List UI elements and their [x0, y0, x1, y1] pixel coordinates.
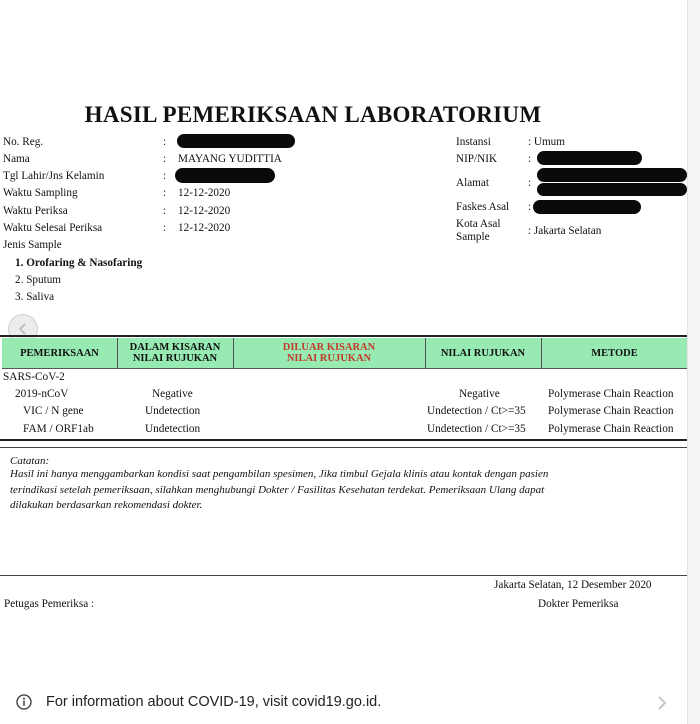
table-cell-metode: Polymerase Chain Reaction [548, 388, 674, 400]
redacted-faskes [533, 200, 641, 214]
scrollbar[interactable] [687, 0, 700, 724]
chevron-right-icon[interactable] [655, 695, 669, 711]
value-waktu-periksa: 12-12-2020 [178, 205, 231, 217]
colon: : [163, 170, 167, 182]
notes-label: Catatan: [10, 455, 50, 467]
label-kota-2: Sample [456, 231, 490, 243]
covid-info-text[interactable]: For information about COVID-19, visit covid19.go.id. [46, 694, 382, 710]
table-cell-dalam: Negative [152, 388, 193, 400]
dokter-pemeriksa: Dokter Pemeriksa [538, 598, 619, 610]
table-cell-metode: Polymerase Chain Reaction [548, 423, 674, 435]
label-waktu-periksa: Waktu Periksa [3, 205, 68, 217]
label-nip: NIP/NIK [456, 153, 498, 165]
label-kota-1: Kota Asal [456, 218, 501, 230]
label-jenis-sample: Jenis Sample [3, 239, 62, 251]
sample-item: 3. Saliva [15, 291, 55, 303]
header-nilai-rujukan: NILAI RUJUKAN [440, 347, 526, 359]
table-cell-nilai: Undetection / Ct>=35 [427, 423, 526, 435]
label-waktu-sampling: Waktu Sampling [3, 187, 78, 199]
redacted-alamat-2 [537, 183, 687, 196]
sample-item: 1. Orofaring & Nasofaring [15, 257, 143, 269]
petugas-pemeriksa: Petugas Pemeriksa : [4, 598, 95, 610]
colon: : [163, 222, 167, 234]
value-waktu-sampling: 12-12-2020 [178, 187, 231, 199]
label-tgl-lahir: Tgl Lahir/Jns Kelamin [3, 170, 105, 182]
table-cell-test: VIC / N gene [23, 405, 84, 417]
table-cell-nilai: Undetection / Ct>=35 [427, 405, 526, 417]
label-waktu-selesai: Waktu Selesai Periksa [3, 222, 103, 234]
place-date: Jakarta Selatan, 12 Desember 2020 [494, 579, 652, 591]
notes-line: dilakukan berdasarkan rekomendasi dokter. [10, 499, 203, 511]
label-alamat: Alamat [456, 177, 489, 189]
table-cell-metode: Polymerase Chain Reaction [548, 405, 674, 417]
colon: : [163, 187, 167, 199]
value-faskes: : [528, 201, 532, 213]
table-group-label: SARS-CoV-2 [3, 371, 65, 383]
table-top-border [0, 335, 688, 337]
colon: : [163, 205, 167, 217]
chevron-left-icon [18, 323, 28, 335]
table-cell-nilai: Negative [459, 388, 500, 400]
value-alamat: : [528, 177, 532, 189]
label-no-reg: No. Reg. [3, 136, 44, 148]
info-icon [16, 694, 32, 710]
sample-item: 2. Sputum [15, 274, 62, 286]
value-nip: : [528, 153, 532, 165]
table-bottom-border [0, 439, 688, 441]
table-cell-test: 2019-nCoV [15, 388, 69, 400]
value-waktu-selesai: 12-12-2020 [178, 222, 231, 234]
notes-box [0, 447, 689, 576]
colon: : [163, 153, 167, 165]
table-cell-test: FAM / ORF1ab [23, 423, 94, 435]
table-cell-dalam: Undetection [145, 405, 201, 417]
table-cell-dalam: Undetection [145, 423, 201, 435]
label-instansi: Instansi [456, 136, 491, 148]
label-nama: Nama [3, 153, 30, 165]
value-nama: MAYANG YUDITTIA [178, 153, 282, 165]
notes-line: terindikasi setelah pemeriksaan, silahkan menghubungi Dokter / Fasilitas Kesehatan terdekat. Pemeriksaan Ulang dapat [10, 484, 545, 496]
header-metode: METODE [591, 347, 638, 359]
header-pemeriksaan: PEMERIKSAAN [20, 347, 99, 359]
redacted-tgl-lahir [175, 168, 275, 183]
notes-line: Hasil ini hanya menggambarkan kondisi saat pengambilan spesimen, Jika timbul Gejala klinis atau kontak dengan pasien [10, 468, 549, 480]
redacted-no-reg [177, 134, 295, 148]
value-kota: : Jakarta Selatan [528, 225, 602, 237]
value-instansi: : Umum [528, 136, 565, 148]
header-dalam-kisaran: DALAM KISARAN NILAI RUJUKAN [129, 342, 221, 364]
redacted-alamat-1 [537, 168, 687, 182]
document-title: HASIL PEMERIKSAAN LABORATORIUM [84, 102, 542, 127]
redacted-nip [537, 151, 642, 165]
label-faskes: Faskes Asal [456, 201, 510, 213]
header-diluar-kisaran: DILUAR KISARAN NILAI RUJUKAN [282, 342, 376, 364]
colon: : [163, 136, 167, 148]
